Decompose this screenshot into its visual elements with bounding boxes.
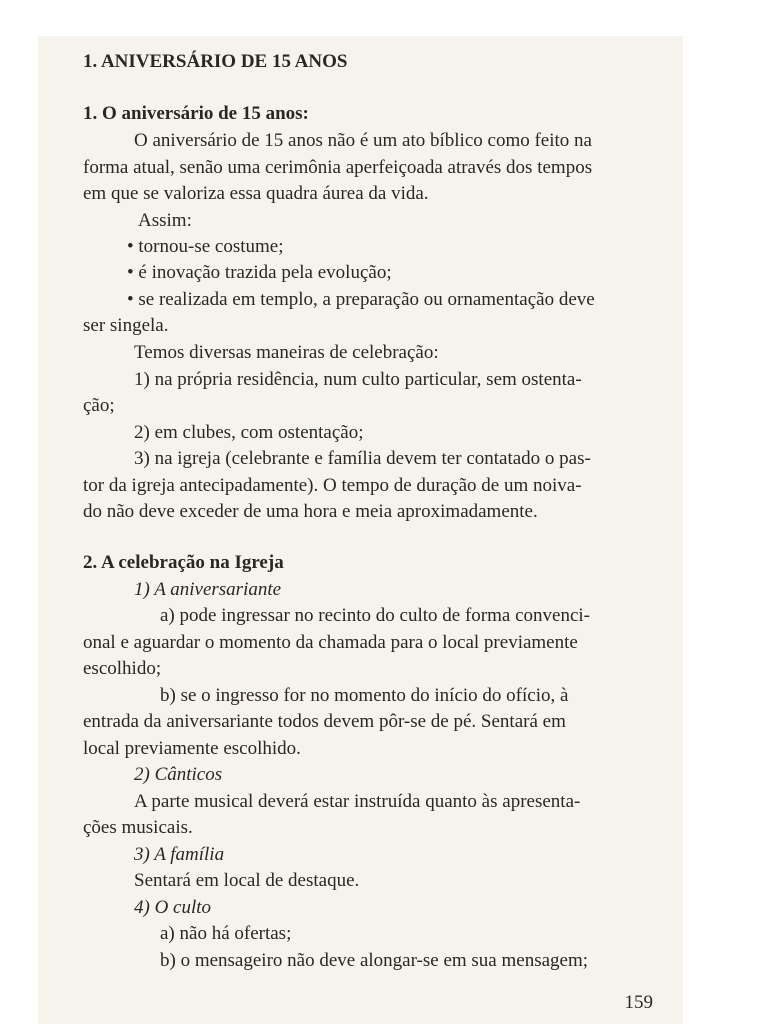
- paragraph-line: forma atual, senão uma cerimônia aperfeiçoada através dos tempos: [83, 157, 593, 178]
- bullet-item: • tornou-se costume;: [127, 236, 284, 257]
- list-item: b) o mensageiro não deve alongar-se em sua mensagem;: [160, 950, 589, 971]
- list-item: b) se o ingresso for no momento do início do ofício, à: [160, 685, 569, 706]
- paragraph-line: tor da igreja antecipadamente). O tempo de duração de um noiva-: [83, 475, 582, 496]
- subsection-heading: 4) O culto: [134, 897, 212, 918]
- list-item: 2) em clubes, com ostentação;: [134, 422, 364, 443]
- paragraph-line: local previamente escolhido.: [83, 738, 301, 759]
- subsection-heading: 2) Cânticos: [134, 764, 223, 785]
- section-heading: 2. A celebração na Igreja: [83, 552, 284, 573]
- paragraph-line: ções musicais.: [83, 817, 193, 838]
- paragraph-line: onal e aguardar o momento da chamada para o local previamente: [83, 632, 578, 653]
- paragraph-line: do não deve exceder de uma hora e meia aproximadamente.: [83, 501, 538, 522]
- page-number: 159: [624, 992, 653, 1013]
- paragraph-line: entrada da aniversariante todos devem pôr-se de pé. Sentará em: [83, 711, 566, 732]
- list-item: 3) na igreja (celebrante e família devem ter contatado o pas-: [134, 448, 591, 469]
- bullet-item: • se realizada em templo, a preparação ou ornamentação deve: [127, 289, 595, 310]
- paragraph-line: O aniversário de 15 anos não é um ato bíblico como feito na: [134, 130, 592, 151]
- paragraph-line: Sentará em local de destaque.: [134, 870, 360, 891]
- paragraph-line: em que se valoriza essa quadra áurea da vida.: [83, 183, 429, 204]
- subsection-heading: 3) A família: [134, 844, 225, 865]
- paragraph-line: ser singela.: [83, 315, 169, 336]
- paragraph-line: escolhido;: [83, 658, 162, 679]
- bullet-item: • é inovação trazida pela evolução;: [127, 262, 392, 283]
- list-item: a) não há ofertas;: [160, 923, 292, 944]
- chapter-title: 1. ANIVERSÁRIO DE 15 ANOS: [83, 51, 348, 72]
- list-item: ção;: [83, 395, 115, 416]
- paragraph-line: Assim:: [138, 210, 192, 231]
- paragraph-line: A parte musical deverá estar instruída quanto às apresenta-: [134, 791, 581, 812]
- list-item: a) pode ingressar no recinto do culto de forma convenci-: [160, 605, 590, 626]
- book-page: [38, 36, 683, 1024]
- section-heading: 1. O aniversário de 15 anos:: [83, 103, 309, 124]
- subsection-heading: 1) A aniversariante: [134, 579, 282, 600]
- paragraph-line: Temos diversas maneiras de celebração:: [134, 342, 439, 363]
- list-item: 1) na própria residência, num culto particular, sem ostenta-: [134, 369, 582, 390]
